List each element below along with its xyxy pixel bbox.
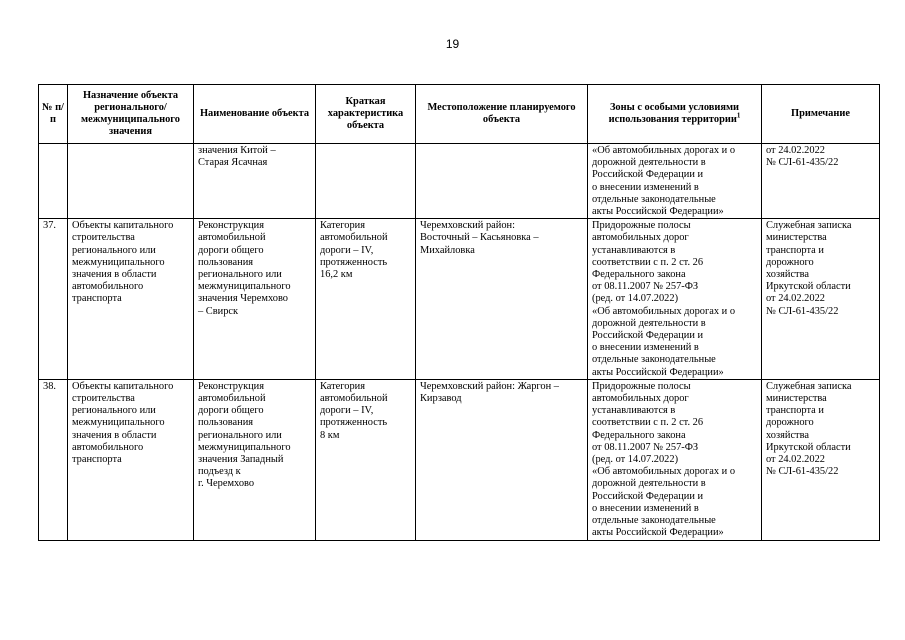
- zones-text-line: «Об автомобильных дорогах и о: [592, 466, 736, 478]
- zones-text-line: соответствии с п. 2 ст. 26: [592, 256, 704, 268]
- purpose-text-line: Объекты капитального: [72, 380, 174, 392]
- zones-text-line: Придорожные полосы: [592, 380, 691, 392]
- page-number: 19: [445, 37, 460, 51]
- zones-text-line: соответствии с п. 2 ст. 26: [592, 417, 704, 429]
- zones-text-line: устанавливаются в: [592, 405, 676, 417]
- cell-purpose: [68, 379, 194, 540]
- header-brief: Краткая характеристика объекта: [316, 85, 416, 144]
- zones-text-line: устанавливаются в: [592, 244, 676, 256]
- purpose-text-line: строительства: [72, 232, 135, 244]
- header-location: Местоположение планируемого объекта: [416, 85, 588, 144]
- header-note: Примечание: [762, 85, 880, 144]
- cell-zones: [588, 144, 762, 219]
- note-text-line: министерства: [766, 232, 827, 244]
- zones-text-line: Федерального закона: [592, 269, 686, 281]
- table-row: [39, 144, 880, 219]
- header-zones-label: Зоны с особыми условиями использования территории: [608, 102, 740, 125]
- note-text-line: хозяйства: [766, 269, 809, 281]
- purpose-text-line: значения в области: [72, 429, 157, 441]
- header-name: Наименование объекта: [194, 85, 316, 144]
- location-text-line: Кирзавод: [420, 393, 462, 405]
- name-text-line: пользования: [198, 417, 254, 429]
- location-text-line: Михайловка: [420, 244, 475, 256]
- cell-location: [416, 219, 588, 380]
- cell-brief: [316, 144, 416, 219]
- cell-brief: [316, 219, 416, 380]
- zones-text-line: акты Российской Федерации»: [592, 206, 724, 218]
- header-zones: [588, 85, 762, 144]
- cell-num: 37.: [39, 219, 68, 380]
- name-text-line: значения Черемхово: [198, 293, 288, 305]
- location-text-line: Черемховский район: Жаргон –: [420, 380, 559, 392]
- cell-note: [762, 219, 880, 380]
- location-text-line: Восточный – Касьяновка –: [420, 232, 539, 244]
- note-text-line: дорожного: [766, 417, 814, 429]
- cell-note: [762, 144, 880, 219]
- zones-text-line: Российской Федерации и: [592, 330, 704, 342]
- name-text-line: Реконструкция: [198, 380, 265, 392]
- name-text-line: Старая Ясачная: [198, 157, 268, 169]
- cell-num: [39, 144, 68, 219]
- note-text-line: дорожного: [766, 256, 814, 268]
- table-header-row: [39, 85, 880, 144]
- name-text-line: подъезд к: [198, 466, 241, 478]
- zones-text-line: «Об автомобильных дорогах и о: [592, 305, 736, 317]
- cell-name: [194, 219, 316, 380]
- name-text-line: межмуниципального: [198, 441, 291, 453]
- cell-name: [194, 379, 316, 540]
- note-text-line: транспорта и: [766, 244, 824, 256]
- cell-purpose: [68, 144, 194, 219]
- cell-location: [416, 144, 588, 219]
- footnote-marker: 1: [736, 111, 741, 120]
- zones-text-line: дорожной деятельности в: [592, 317, 706, 329]
- header-purpose: Назначение объекта регионального/ межмуниципального значения: [68, 85, 194, 144]
- note-text-line: Иркутской области: [766, 441, 851, 453]
- note-text-line: Иркутской области: [766, 281, 851, 293]
- zones-text-line: о внесении изменений в: [592, 502, 699, 514]
- note-text-line: от 24.02.2022: [766, 293, 825, 305]
- objects-table: [38, 84, 880, 541]
- cell-num: 38.: [39, 379, 68, 540]
- brief-text-line: автомобильной: [320, 232, 388, 244]
- zones-text-line: Российской Федерации и: [592, 169, 704, 181]
- brief-text-line: 8 км: [320, 429, 340, 441]
- note-text-line: № СЛ-61-435/22: [766, 305, 839, 317]
- purpose-text-line: транспорта: [72, 293, 122, 305]
- zones-text-line: «Об автомобильных дорогах и о: [592, 145, 736, 156]
- name-text-line: пользования: [198, 256, 254, 268]
- zones-text-line: от 08.11.2007 № 257-ФЗ: [592, 281, 699, 293]
- name-text-line: дороги общего: [198, 405, 264, 417]
- brief-text-line: автомобильной: [320, 393, 388, 405]
- note-text-line: хозяйства: [766, 429, 809, 441]
- name-text-line: регионального или: [198, 269, 282, 281]
- zones-text-line: Федерального закона: [592, 429, 686, 441]
- cell-name: [194, 144, 316, 219]
- zones-text-line: отдельные законодательные: [592, 193, 716, 205]
- cell-location: [416, 379, 588, 540]
- name-text-line: автомобильной: [198, 393, 266, 405]
- purpose-text-line: строительства: [72, 393, 135, 405]
- cell-note: [762, 379, 880, 540]
- cell-brief: [316, 379, 416, 540]
- cell-purpose: [68, 219, 194, 380]
- name-text-line: межмуниципального: [198, 281, 291, 293]
- note-text-line: от 24.02.2022: [766, 454, 825, 466]
- location-text-line: Черемховский район:: [420, 220, 515, 232]
- name-text-line: г. Черемхово: [198, 478, 255, 490]
- purpose-text-line: автомобильного: [72, 281, 144, 293]
- purpose-text-line: значения в области: [72, 269, 157, 281]
- zones-text-line: Российской Федерации и: [592, 490, 704, 502]
- zones-text-line: акты Российской Федерации»: [592, 527, 724, 539]
- name-text-line: автомобильной: [198, 232, 266, 244]
- purpose-text-line: межмуниципального: [72, 256, 165, 268]
- note-text-line: от 24.02.2022: [766, 145, 825, 156]
- brief-text-line: дороги – IV,: [320, 405, 374, 417]
- zones-text-line: (ред. от 14.07.2022): [592, 454, 679, 466]
- table-row: [39, 219, 880, 380]
- brief-text-line: дороги – IV,: [320, 244, 374, 256]
- cell-zones: [588, 379, 762, 540]
- purpose-text-line: регионального или: [72, 405, 156, 417]
- purpose-text-line: регионального или: [72, 244, 156, 256]
- brief-text-line: протяженность: [320, 256, 388, 268]
- zones-text-line: Придорожные полосы: [592, 220, 691, 232]
- name-text-line: значения Китой –: [198, 145, 276, 156]
- name-text-line: значения Западный: [198, 454, 284, 466]
- name-text-line: регионального или: [198, 429, 282, 441]
- zones-text-line: акты Российской Федерации»: [592, 366, 724, 378]
- zones-text-line: автомобильных дорог: [592, 393, 689, 405]
- zones-text-line: о внесении изменений в: [592, 181, 699, 193]
- name-text-line: Реконструкция: [198, 220, 265, 232]
- zones-text-line: дорожной деятельности в: [592, 478, 706, 490]
- note-text-line: № СЛ-61-435/22: [766, 157, 839, 169]
- brief-text-line: Категория: [320, 380, 366, 392]
- note-text-line: № СЛ-61-435/22: [766, 466, 839, 478]
- note-text-line: транспорта и: [766, 405, 824, 417]
- purpose-text-line: межмуниципального: [72, 417, 165, 429]
- brief-text-line: Категория: [320, 220, 366, 232]
- brief-text-line: протяженность: [320, 417, 388, 429]
- zones-text-line: отдельные законодательные: [592, 515, 716, 527]
- zones-text-line: (ред. от 14.07.2022): [592, 293, 679, 305]
- header-num: № п/п: [39, 85, 68, 144]
- zones-text-line: отдельные законодательные: [592, 354, 716, 366]
- table-body: [39, 144, 880, 541]
- cell-zones: [588, 219, 762, 380]
- note-text-line: Служебная записка: [766, 220, 852, 232]
- purpose-text-line: Объекты капитального: [72, 220, 174, 232]
- brief-text-line: 16,2 км: [320, 269, 353, 281]
- table-row: [39, 379, 880, 540]
- purpose-text-line: транспорта: [72, 454, 122, 466]
- zones-text-line: о внесении изменений в: [592, 342, 699, 354]
- purpose-text-line: автомобильного: [72, 441, 144, 453]
- zones-text-line: от 08.11.2007 № 257-ФЗ: [592, 441, 699, 453]
- note-text-line: Служебная записка: [766, 380, 852, 392]
- name-text-line: – Свирск: [198, 305, 239, 317]
- note-text-line: министерства: [766, 393, 827, 405]
- zones-text-line: автомобильных дорог: [592, 232, 689, 244]
- name-text-line: дороги общего: [198, 244, 264, 256]
- zones-text-line: дорожной деятельности в: [592, 157, 706, 169]
